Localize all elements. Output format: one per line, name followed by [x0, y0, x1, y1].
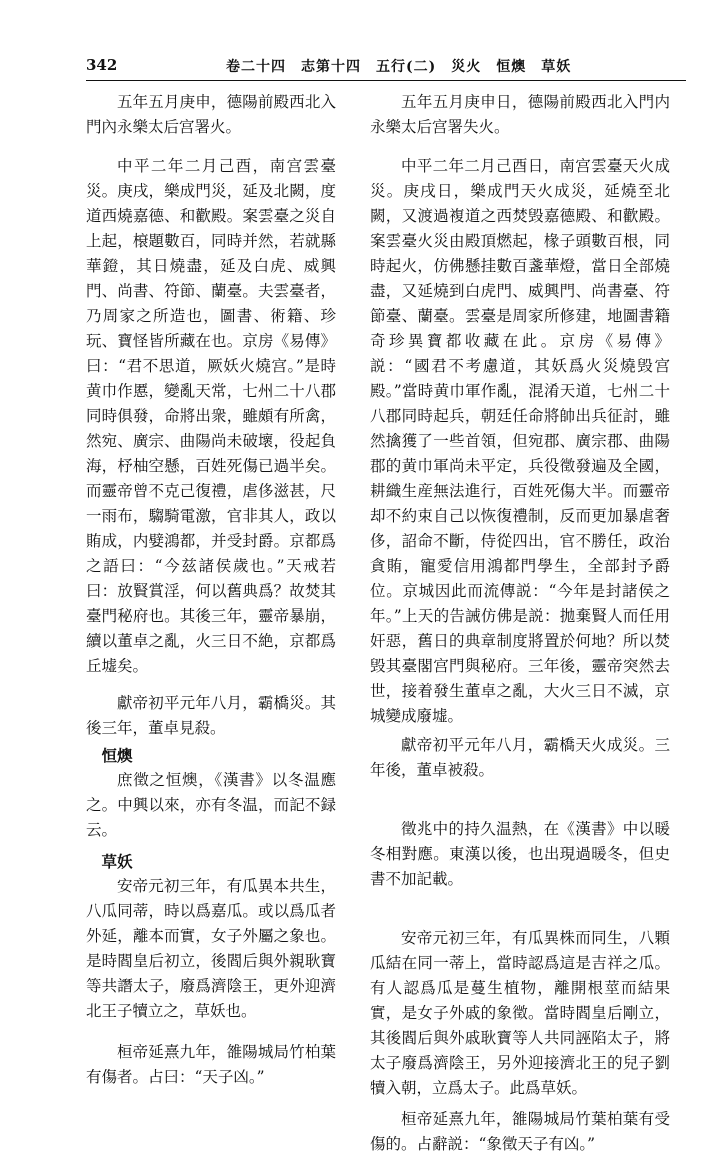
paragraph-fire-year5: 五年五月庚申，德陽前殿西北入門內永樂太后宫署火。	[86, 93, 336, 136]
header-rule	[86, 80, 686, 81]
translation-fire-year5: 五年五月庚申日，德陽前殿西北入門内永樂太后宫署失火。	[370, 93, 670, 136]
section-heading-caoyao: 草妖	[101, 852, 133, 871]
page-header	[86, 56, 686, 80]
running-title: 卷二十四 志第十四 五行(二) 災火 恒燠 草妖	[226, 59, 572, 75]
original-text-column	[86, 90, 336, 1090]
translation-column	[370, 90, 670, 1157]
translation-bamboo: 桓帝延熹九年，雒陽城局竹葉柏葉有受傷的。占辭説：“象徵天子有凶。”	[370, 1110, 670, 1153]
translation-zhongping-fire: 中平二年二月己酉日，南宫雲臺天火成災。庚戌日，樂成門天火成災，延燒至北闕，又渡過複道之西焚毁嘉德殿、和歡殿。案雲臺火災由殿頂燃起，椽子頭數百根，同時起火，仿佛懸挂數百盞華燈，當日全部燒盡，又延燒到白虎門、威興門、尚書臺、符節臺、蘭臺。雲臺是周家所修建，地圖書籍奇珍異寶都收藏在此。京房《易傳》説：“國君不考慮道，其妖爲火災燒毁宫殿。”當時黄巾軍作亂，混淆天道，七州二十八郡同時起兵，朝廷任命將帥出兵征討，雖然擒獲了一些首領，但宛郡、廣宗郡、曲陽郡的黄巾軍尚未平定，兵役徵發遍及全國，耕織生産無法進行，百姓死傷大半。而靈帝却不約束自己以恢復禮制，反而更加暴虐奢侈，詔命不斷，侍從四出，官不勝任，政治貪賄，寵愛信用鴻都門學生，全部封予爵位。京城因此而流傳説：“今年是封諸侯之年。”上天的告誡仿佛是説：拋棄賢人而任用奸惡，舊日的典章制度將置於何地？所以焚毁其臺閣宫門與秘府。三年後，靈帝突然去世，接着發生董卓之亂，大火三日不滅，京城變成廢墟。	[370, 157, 670, 725]
paragraph-zhongping-fire: 中平二年二月己酉，南宫雲臺災。庚戌，樂成門災，延及北闕，度道西燒嘉德、和歡殿。案雲臺之災自上起，榱題數百，同時并然，若就縣華鐙，其日燒盡，延及白虎、威興門、尚書、符節、蘭臺。夫雲臺者，乃周家之所造也，圖書、術籍、珍玩、寶怪皆所藏在也。京房《易傳》曰：“君不思道，厥妖火燒宫。”是時黄巾作慝，變亂天常，七州二十八郡同時俱發，命將出衆，雖頗有所禽，然宛、廣宗、曲陽尚未破壞，役起負海，杼柚空懸，百姓死傷已過半矣。而靈帝曾不克己復禮，虐侈滋甚，尺一雨布，騶騎電激，官非其人，政以賄成，内嬖鴻都，并受封爵。京都爲之語曰：“今兹諸侯歲也。”天戒若曰：放賢賞淫，何以舊典爲？故焚其臺門秘府也。其後三年，靈帝暴崩，續以董卓之亂，火三日不絶，京都爲丘墟矣。	[86, 157, 336, 675]
translation-baqiao-fire: 獻帝初平元年八月，霸橋天火成災。三年後，董卓被殺。	[370, 736, 670, 779]
page-number: 342	[86, 56, 118, 74]
paragraph-baqiao-fire: 獻帝初平元年八月，霸橋災。其後三年，董卓見殺。	[86, 694, 336, 737]
paragraph-melon: 安帝元初三年，有瓜異本共生，八瓜同蒂，時以爲嘉瓜。或以爲瓜者外延，離本而實，女子外屬之象也。是時閻皇后初立，後閻后與外親耿寶等共譖太子，廢爲濟陰王，更外迎濟北王子犢立之，草妖也。	[86, 877, 336, 1020]
paragraph-bamboo: 桓帝延熹九年，雒陽城局竹柏葉有傷者。占曰：“天子凶。”	[86, 1043, 336, 1086]
translation-hengyu: 徵兆中的持久温熱，在《漢書》中以暖冬相對應。東漢以後，也出現過暖冬，但史書不加記載。	[370, 820, 670, 888]
section-heading-hengyu: 恒燠	[101, 746, 133, 765]
translation-melon: 安帝元初三年，有瓜異株而同生，八顆瓜結在同一蒂上，當時認爲這是吉祥之瓜。有人認爲瓜是蔓生植物，離開根莖而結果實，是女子外戚的象徵。當時閻皇后剛立，其後閻后與外戚耿寶等人共同誣陷太子，將太子廢爲濟陰王，另外迎接濟北王的兒子劉犢入朝，立爲太子。此爲草妖。	[370, 929, 670, 1097]
paragraph-hengyu: 庶徵之恒燠，《漢書》以冬温應之。中興以來，亦有冬温，而記不録云。	[86, 771, 336, 839]
